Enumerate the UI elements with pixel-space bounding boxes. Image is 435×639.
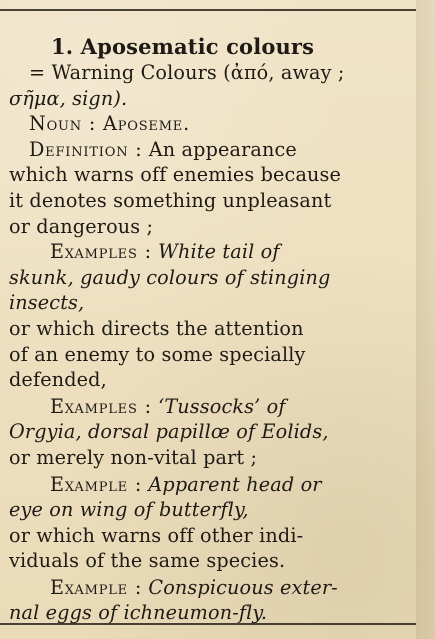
etymology-line: σῆμα, sign). [9, 86, 128, 110]
example-3-text-1: Apparent head or [148, 472, 322, 496]
final-text-2: viduals of the same species. [9, 549, 286, 573]
definition-text-1: An appearance [148, 137, 297, 161]
merely-line: or merely non-vital part ; [9, 445, 258, 469]
example-label-3: Example : [50, 472, 143, 496]
middle-text-2: of an enemy to some specially [9, 342, 306, 366]
example-line-3 [9, 472, 404, 498]
example-label-4: Example : [50, 575, 143, 599]
entry-title: 1. Aposematic colours [51, 34, 315, 59]
example-1-text-1: White tail of [158, 240, 280, 264]
definition-text-4: or dangerous ; [9, 214, 154, 238]
middle-text-1: or which directs the attention [9, 316, 304, 340]
top-rule [0, 9, 416, 11]
definition-text-2: which warns off enemies because [9, 163, 342, 187]
example-1-text-3: insects, [9, 291, 85, 315]
examples-line-1 [9, 239, 404, 265]
entry-text [9, 34, 404, 626]
definition-label: Definition : [29, 137, 143, 161]
alias-line: = Warning Colours (ἀπό, away ; [29, 61, 345, 84]
examples-label-1: Examples : [50, 240, 152, 264]
example-4-text-1: Conspicuous exter- [148, 575, 338, 599]
noun-line: Noun : Aposeme. [29, 112, 190, 136]
definition-line [9, 137, 404, 163]
example-3-text-2: eye on wing of butterfly, [9, 498, 249, 522]
example-4-text-2: nal eggs of ichneumon-fly. [9, 601, 268, 625]
middle-text-3: defended, [9, 368, 107, 392]
examples-label-2: Examples : [50, 394, 152, 418]
examples-line-2 [9, 394, 404, 420]
example-1-text-2: skunk, gaudy colours of stinging [9, 265, 331, 289]
example-line-4 [9, 575, 404, 601]
page-edge [416, 0, 435, 639]
definition-text-3: it denotes something unpleasant [9, 188, 332, 212]
example-2-text-2: Orgyia, dorsal papillœ of Eolids, [9, 420, 329, 444]
final-text-1: or which warns off other indi- [9, 523, 304, 547]
example-2-text-1: ‘Tussocks’ of [158, 394, 286, 418]
